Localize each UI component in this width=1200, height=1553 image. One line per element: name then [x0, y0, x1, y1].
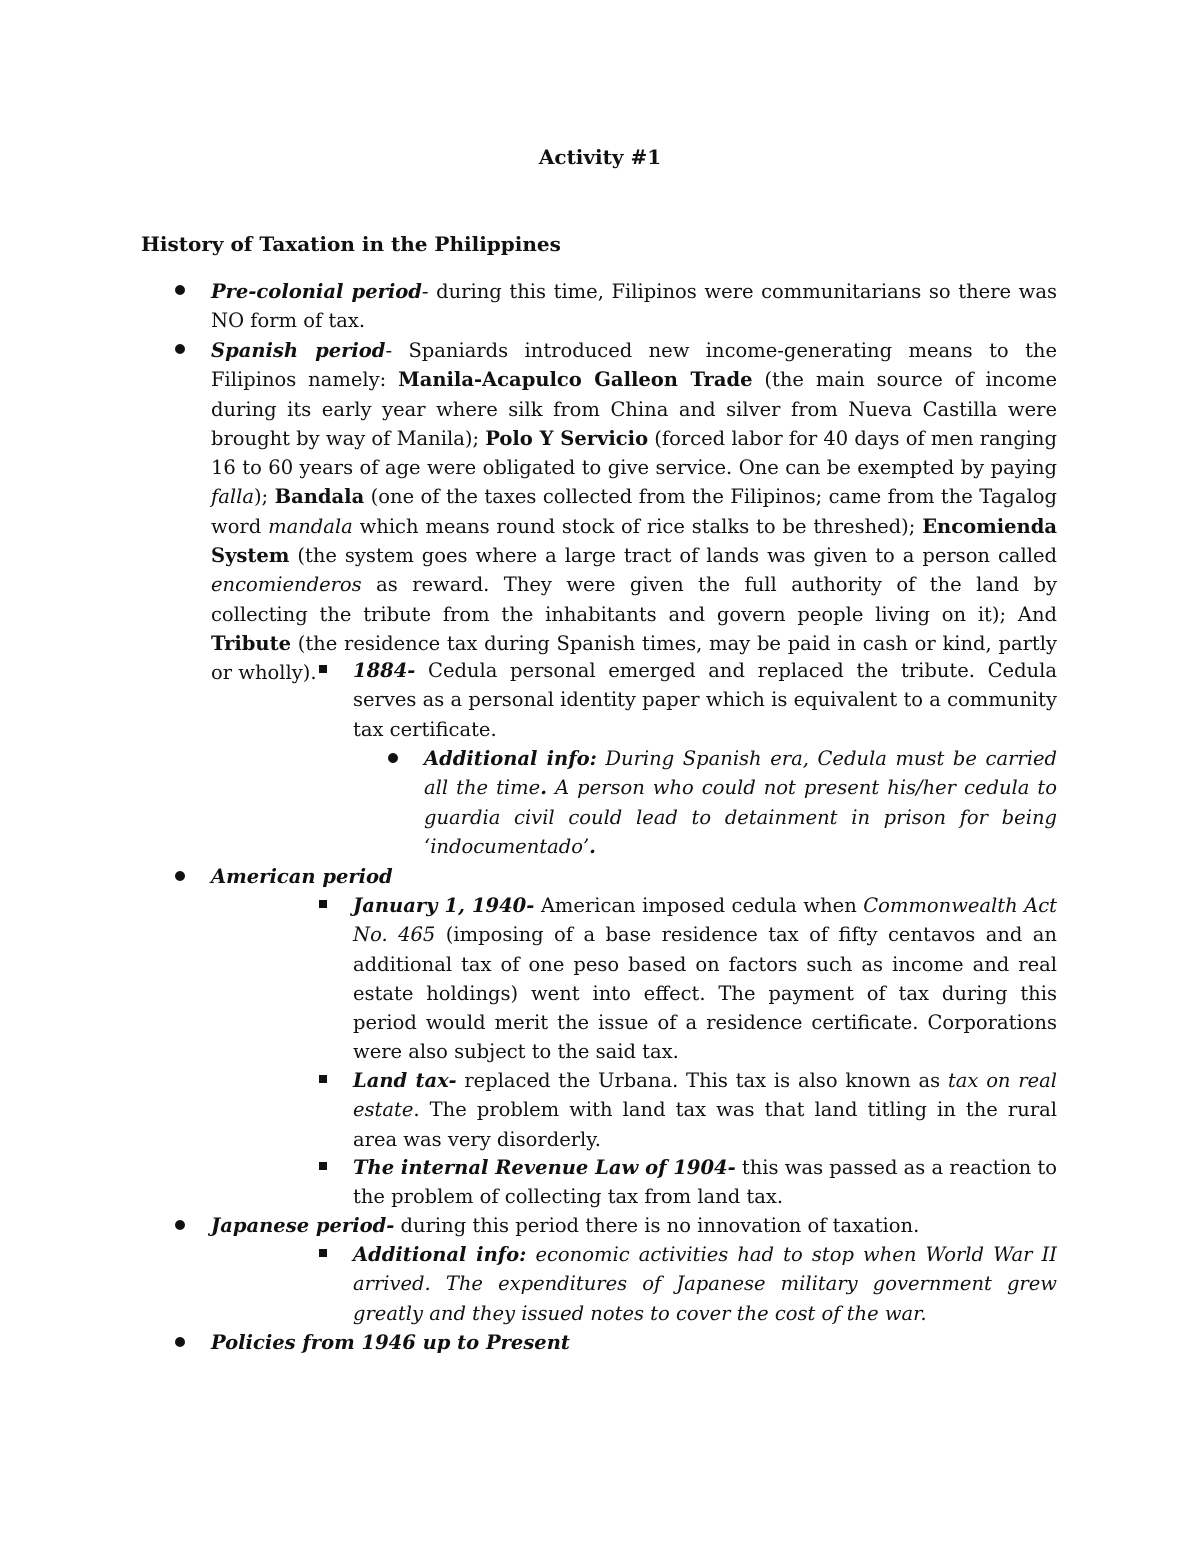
text: (one of the taxes collected from the Filipinos; came from the Tagalog word [211, 485, 1057, 538]
year: 1884- [353, 659, 416, 682]
term: Land tax- [353, 1069, 457, 1092]
encomienderos-term: encomienderos [211, 573, 362, 597]
bullet-dot-icon [175, 871, 185, 881]
page-title: Activity #1 [538, 145, 662, 169]
bullet-square-icon [319, 665, 327, 673]
list-item-jan1940 [353, 891, 1057, 1067]
text: - during this time, Filipinos were communitarians so there was NO form of tax. [211, 280, 1057, 333]
punct: . [589, 834, 596, 858]
polo-term: Polo Y Servicio [485, 426, 649, 450]
text: (the system goes where a large tract of lands was given to a person called [289, 544, 1057, 568]
bullet-dot-icon [175, 1337, 185, 1347]
list-item-policies [211, 1328, 1057, 1357]
bullet-dot-icon [388, 753, 398, 763]
term: American period [211, 865, 393, 888]
text: During Spanish era, Cedula must be carried all the time [424, 747, 1057, 800]
term: Spanish period [211, 339, 386, 362]
list-item-cedula [353, 656, 1057, 744]
text: A person who could not present his/her cedula to guardia civil could lead to detainment in prison for being [424, 776, 1057, 829]
bullet-square-icon [319, 1075, 327, 1083]
date: January 1, 1940- [353, 894, 535, 917]
term: Pre-colonial period [211, 280, 422, 303]
list-item-precolonial [211, 277, 1057, 336]
bullet-square-icon [319, 1249, 327, 1257]
text: economic activities had to stop when World War II arrived. The expenditures of Japanese military government grew greatly and they issued notes to cover the cost of the war. [353, 1243, 1057, 1325]
term: Japanese period- [211, 1214, 395, 1237]
falla-term: falla [211, 485, 254, 509]
encomienda-term: Encomienda System [211, 514, 1058, 568]
list-item-american [211, 862, 1057, 891]
real-estate-term: tax on real estate [353, 1069, 1058, 1122]
text: as reward. They were given the full authority of the land by collecting the tribute from the inhabitants and govern people living on it); And [211, 573, 1057, 626]
text: ); [253, 485, 275, 509]
list-item-japanese [211, 1211, 1057, 1240]
text: - Spaniards introduced new income-generating means to the Filipinos namely: [211, 339, 1058, 392]
text: replaced the Urbana. This tax is also known as [456, 1069, 948, 1092]
text: (the residence tax during Spanish times, may be paid in cash or kind, partly or wholly). [211, 631, 1057, 685]
list-item-landtax [353, 1066, 1057, 1154]
act: Commonwealth Act No. 465 [353, 894, 1058, 947]
bullet-square-icon [319, 900, 327, 908]
tribute-term: Tribute [211, 631, 291, 655]
punct: . [540, 776, 547, 800]
label: Additional info: [424, 747, 597, 770]
mandala-term: mandala [268, 514, 353, 538]
text: (imposing of a base residence tax of fifty centavos and an additional tax of one peso based on factors such as income and real estate holdings) went into effect. The payment of tax during this period would merit the issue of a residence certificate. Corporations were also subject to the said tax. [353, 923, 1057, 1064]
text: (the main source of income during its early year where silk from China and silver from Nueva Castilla were brought by way of Manila); [211, 368, 1058, 450]
bullet-dot-icon [175, 285, 185, 295]
bullet-square-icon [319, 1162, 327, 1170]
term: The internal Revenue Law of 1904- [353, 1156, 736, 1179]
list-item-japanese-info [353, 1240, 1057, 1328]
text: (forced labor for 40 days of men ranging 16 to 60 years of age were obligated to give service. One can be exempted by paying [211, 426, 1057, 480]
text: American imposed cedula when [534, 894, 864, 917]
list-item-spanish [211, 336, 1057, 688]
bullet-dot-icon [175, 344, 185, 354]
text: Cedula personal emerged and replaced the tribute. Cedula serves as a personal identity paper which is equivalent to a community tax certificate. [353, 659, 1057, 741]
quote: ‘indocumentado’ [424, 834, 590, 858]
list-item-cedula-info [424, 744, 1057, 861]
text: during this period there is no innovation of taxation. [394, 1214, 920, 1237]
text: which means round stock of rice stalks to be threshed); [352, 514, 923, 538]
list-item-irl [353, 1153, 1057, 1212]
label: Additional info: [353, 1243, 527, 1266]
bandala-term: Bandala [274, 485, 365, 509]
text: this was passed as a reaction to the problem of collecting tax from land tax. [353, 1156, 1057, 1209]
galleon-term: Manila-Acapulco Galleon Trade [398, 368, 753, 392]
bullet-dot-icon [175, 1220, 185, 1230]
text: . The problem with land tax was that land titling in the rural area was very disorderly. [353, 1098, 1057, 1151]
section-heading: History of Taxation in the Philippines [141, 232, 561, 256]
term: Policies from 1946 up to Present [211, 1331, 570, 1354]
